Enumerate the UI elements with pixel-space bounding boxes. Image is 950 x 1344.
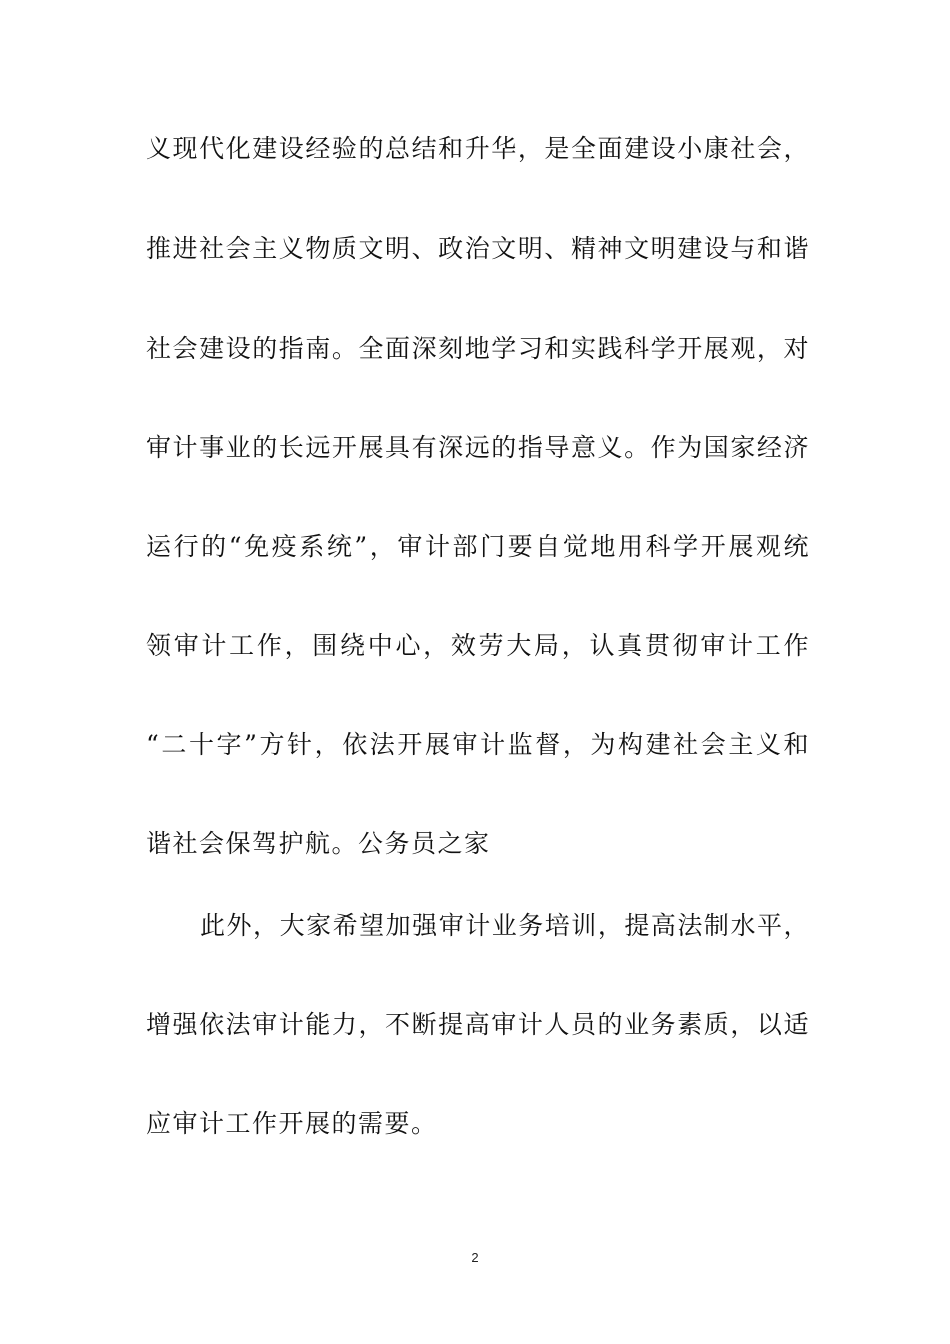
- paragraph-1-line-7: “二十字”方针，依法开展审计监督，为构建社会主义和: [146, 730, 810, 759]
- paragraph-1-line-6: 领审计工作，围绕中心，效劳大局，认真贯彻审计工作: [146, 631, 810, 660]
- paragraph-1-line-3: 社会建设的指南。全面深刻地学习和实践科学开展观，对: [146, 334, 810, 363]
- paragraph-1-line-2: 推进社会主义物质文明、政治文明、精神文明建设与和谐: [146, 234, 810, 263]
- page-number: 2: [471, 1250, 479, 1265]
- paragraph-2-line-3: 应审计工作开展的需要。: [146, 1109, 438, 1138]
- paragraph-2-line-1: 此外，大家希望加强审计业务培训，提高法制水平，: [200, 911, 810, 940]
- paragraph-1-line-4: 审计事业的长远开展具有深远的指导意义。作为国家经济: [146, 433, 810, 462]
- paragraph-1-line-1: 义现代化建设经验的总结和升华，是全面建设小康社会，: [146, 134, 810, 163]
- paragraph-1-line-5: 运行的“免疫系统”，审计部门要自觉地用科学开展观统: [146, 532, 810, 561]
- paragraph-2-line-2: 增强依法审计能力，不断提高审计人员的业务素质，以适: [146, 1010, 810, 1039]
- paragraph-1-line-8: 谐社会保驾护航。公务员之家: [146, 829, 491, 858]
